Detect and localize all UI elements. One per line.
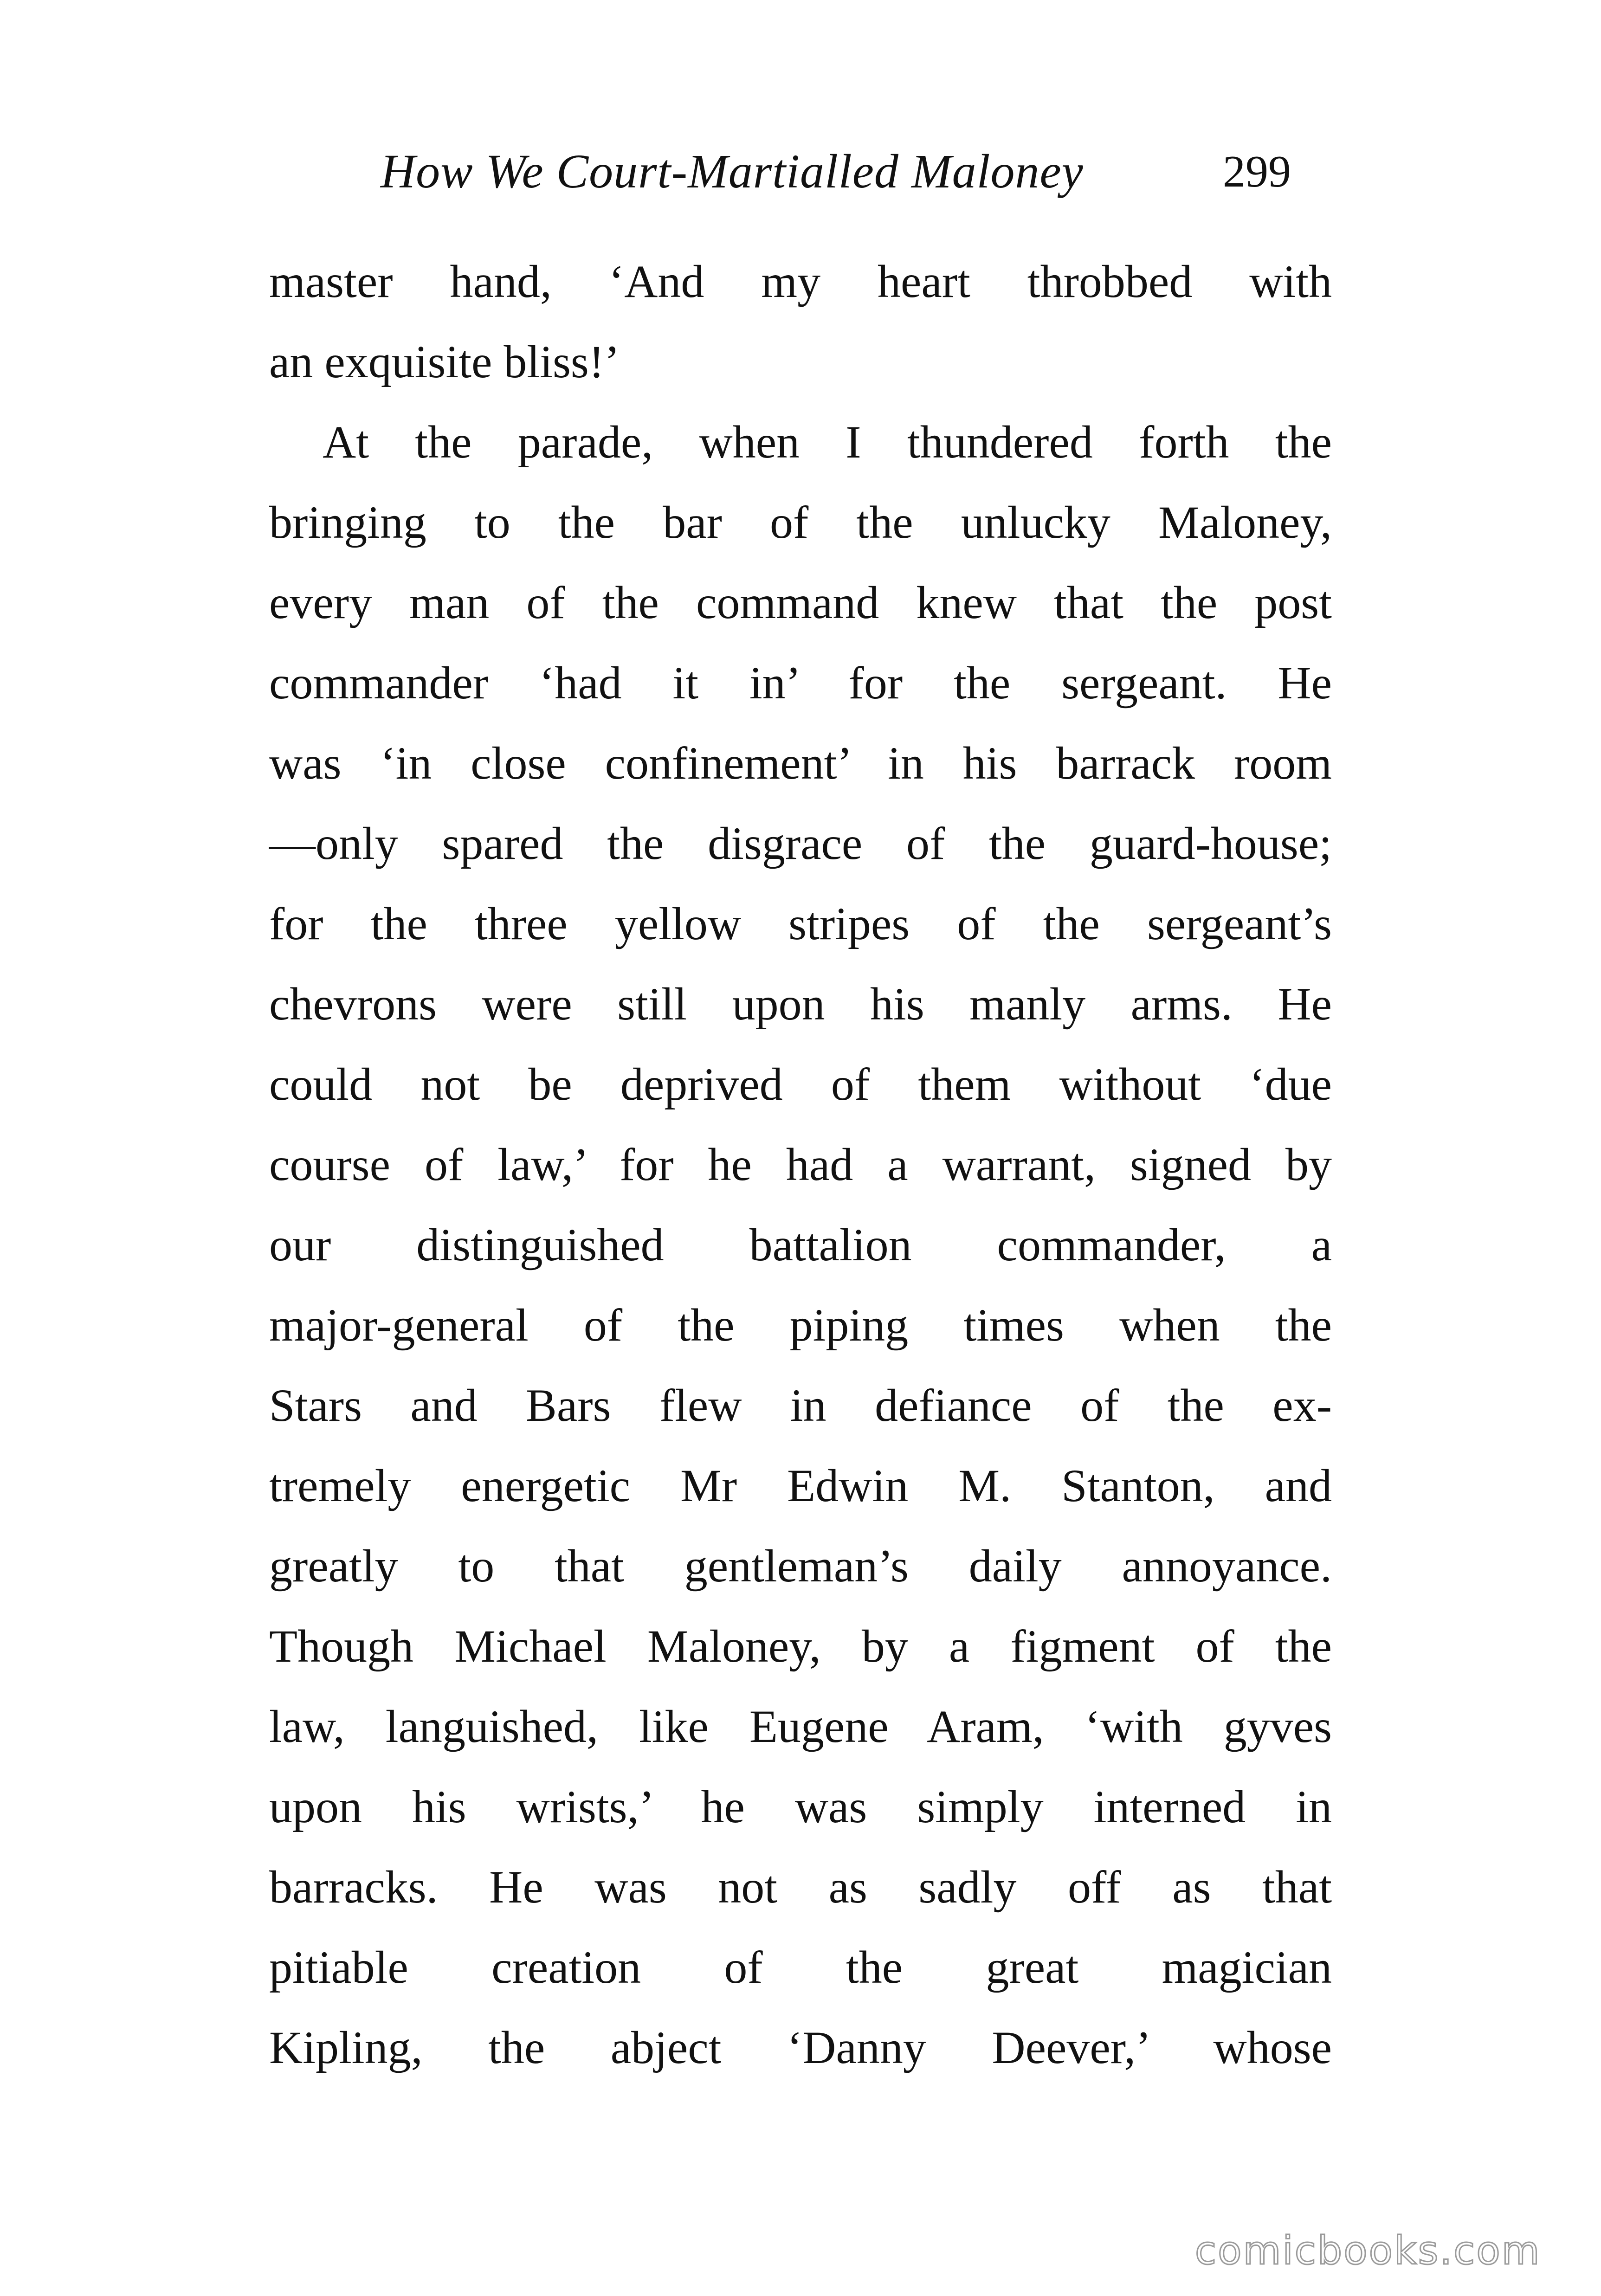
text-line: chevrons were still upon his manly arms. He	[269, 978, 1332, 1030]
text-line: Kipling, the abject ‘Danny Deever,’ whose	[269, 2022, 1332, 2073]
page-number: 299	[1223, 147, 1291, 197]
text-line: greatly to that gentleman’s daily annoyance.	[269, 1540, 1332, 1592]
text-line: Though Michael Maloney, by a figment of the	[269, 1620, 1332, 1672]
text-line: could not be deprived of them without ‘due	[269, 1058, 1332, 1110]
watermark-text: comicbooks.com	[1195, 2228, 1541, 2273]
text-line: barracks. He was not as sadly off as that	[269, 1861, 1332, 1913]
text-line: upon his wrists,’ he was simply interned in	[269, 1781, 1332, 1832]
text-line: At the parade, when I thundered forth the	[323, 416, 1332, 468]
text-line: master hand, ‘And my heart throbbed with	[269, 256, 1332, 307]
text-line: major-general of the piping times when the	[269, 1299, 1332, 1351]
body-text	[269, 241, 1332, 2088]
text-line: bringing to the bar of the unlucky Maloney,	[269, 497, 1332, 548]
text-line: tremely energetic Mr Edwin M. Stanton, and	[269, 1460, 1332, 1511]
text-line: was ‘in close confinement’ in his barrack room	[269, 737, 1332, 789]
text-line: pitiable creation of the great magician	[269, 1941, 1332, 1993]
text-line: our distinguished battalion commander, a	[269, 1219, 1332, 1271]
running-head-title: How We Court-Martialled Maloney	[381, 145, 1084, 198]
text-line: an exquisite bliss!’	[269, 336, 620, 387]
text-line: Stars and Bars flew in defiance of the ex-	[269, 1380, 1332, 1431]
text-line: commander ‘had it in’ for the sergeant. He	[269, 657, 1332, 709]
text-line: every man of the command knew that the post	[269, 577, 1332, 628]
text-line: —only spared the disgrace of the guard-house;	[269, 818, 1332, 869]
text-line: course of law,’ for he had a warrant, signed by	[269, 1139, 1332, 1190]
text-line: law, languished, like Eugene Aram, ‘with gyves	[269, 1701, 1332, 1752]
text-line: for the three yellow stripes of the sergeant’s	[269, 898, 1332, 949]
